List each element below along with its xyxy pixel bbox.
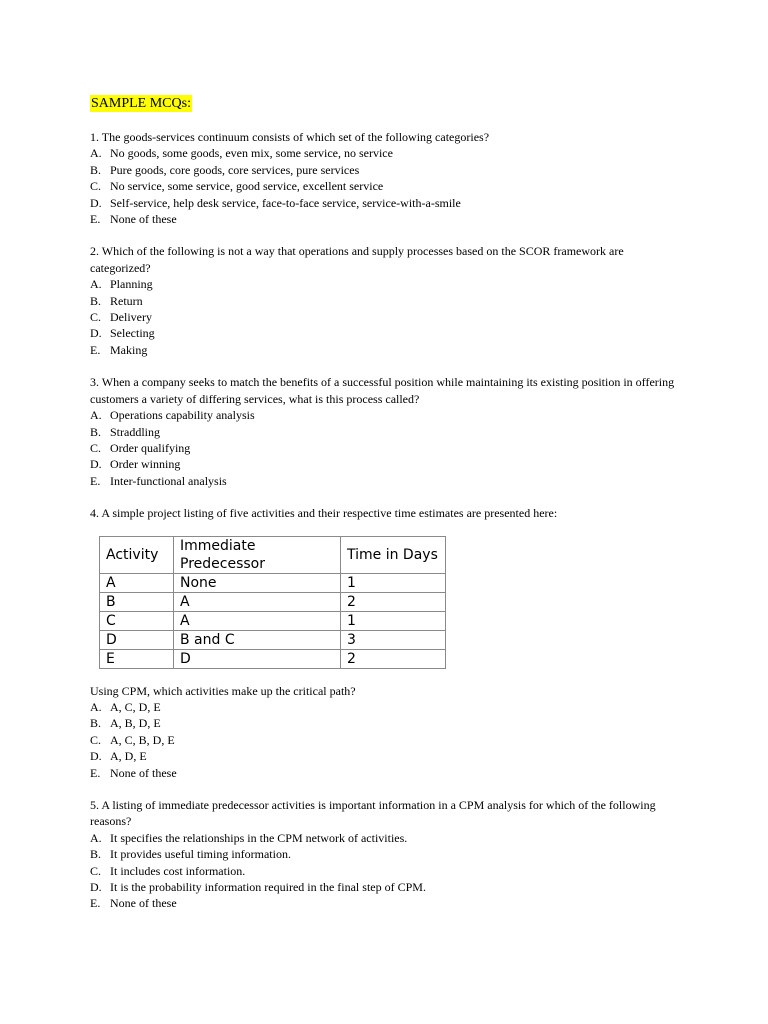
option-a: A. It specifies the relationships in the CPM network of activities. (90, 830, 408, 845)
activity-table (99, 536, 446, 669)
question-stem: 5. A listing of immediate predecessor activities is important information in a CPM analysis for which of the following reasons? (90, 797, 656, 829)
table-row (100, 573, 446, 592)
table-cell: A (174, 611, 341, 630)
option-e: E. None of these (90, 765, 177, 780)
table-cell: D (100, 630, 174, 649)
question-5 (90, 797, 680, 912)
table-cell: B (100, 592, 174, 611)
option-e: E. Making (90, 342, 148, 357)
option-c: C. It includes cost information. (90, 863, 246, 878)
table-cell: A (100, 573, 174, 592)
table-cell: 3 (341, 630, 446, 649)
table-cell: 2 (341, 592, 446, 611)
option-d: D. Selecting (90, 326, 155, 341)
option-d: D. A, D, E (90, 749, 147, 764)
option-b: B. It provides useful timing information. (90, 847, 291, 862)
table-cell: A (174, 592, 341, 611)
option-a: A. A, C, D, E (90, 699, 161, 714)
question-stem: 1. The goods-services continuum consists of which set of the following categories? (90, 130, 490, 144)
option-a: A. Operations capability analysis (90, 408, 255, 423)
table-cell: D (174, 649, 341, 668)
option-b: B. Return (90, 293, 143, 308)
table-header: Immediate Predecessor (174, 536, 341, 573)
question-1 (90, 129, 680, 227)
option-b: B. A, B, D, E (90, 716, 161, 731)
option-e: E. Inter-functional analysis (90, 473, 227, 488)
question-stem: 3. When a company seeks to match the benefits of a successful position while maintaining its existing position in offering customers a variety of differing services, what is this process called? (90, 375, 675, 406)
document-page (90, 94, 680, 928)
option-d: D. Order winning (90, 457, 181, 472)
option-c: C. Order qualifying (90, 440, 191, 455)
option-c: C. No service, some service, good service, excellent service (90, 179, 384, 194)
option-a: A. No goods, some goods, even mix, some service, no service (90, 146, 393, 161)
table-row (100, 649, 446, 668)
table-row (100, 592, 446, 611)
option-c: C. A, C, B, D, E (90, 732, 175, 747)
table-cell: 1 (341, 611, 446, 630)
option-e: E. None of these (90, 896, 177, 911)
question-3 (90, 374, 680, 489)
question-stem: 4. A simple project listing of five activities and their respective time estimates are presented here: (90, 506, 558, 521)
question-stem: 2. Which of the following is not a way that operations and supply processes based on the SCOR framework are categorized? (90, 244, 624, 275)
table-header-row (100, 536, 446, 573)
question-4 (90, 505, 680, 781)
table-row (100, 611, 446, 630)
option-b: B. Pure goods, core goods, core services, pure services (90, 162, 360, 177)
option-b: B. Straddling (90, 424, 160, 439)
table-header: Time in Days (341, 536, 446, 573)
table-header: Activity (100, 536, 174, 573)
table-cell: C (100, 611, 174, 630)
option-d: D. Self-service, help desk service, face-to-face service, service-with-a-smile (90, 195, 461, 210)
table-row (100, 630, 446, 649)
table-cell: E (100, 649, 174, 668)
option-c: C. Delivery (90, 310, 152, 325)
table-cell: B and C (174, 630, 341, 649)
question-stem-followup: Using CPM, which activities make up the critical path? (90, 683, 356, 698)
question-2 (90, 243, 680, 358)
page-title: SAMPLE MCQs: (91, 96, 191, 111)
table-cell: 1 (341, 573, 446, 592)
table-cell: 2 (341, 649, 446, 668)
table-cell: None (174, 573, 341, 592)
option-d: D. It is the probability information required in the final step of CPM. (90, 880, 426, 894)
option-a: A. Planning (90, 277, 153, 292)
option-e: E. None of these (90, 212, 177, 227)
